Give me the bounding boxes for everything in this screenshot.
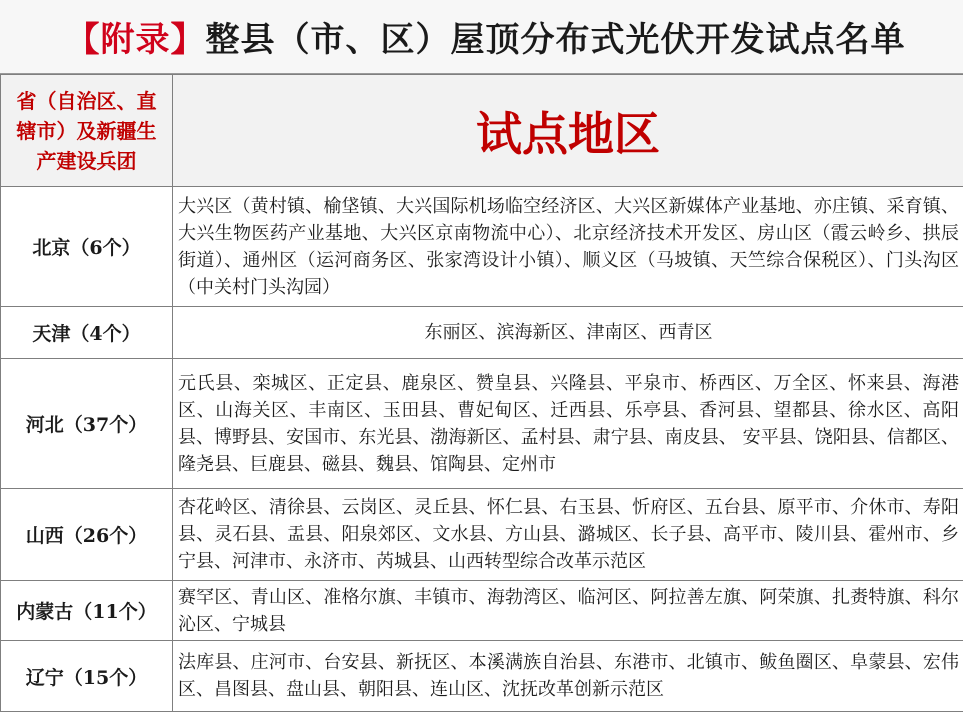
province-cell[interactable]: 辽宁（15个）	[1, 641, 173, 712]
header-area-cell[interactable]: 试点地区	[173, 75, 963, 187]
table-row	[1, 359, 963, 489]
table-row	[1, 581, 963, 641]
page-title	[66, 12, 906, 61]
table-header-row	[1, 75, 963, 187]
table-row	[1, 489, 963, 581]
pilot-list-table	[0, 74, 963, 712]
title-row[interactable]	[0, 0, 963, 74]
table-row	[1, 187, 963, 307]
province-cell[interactable]: 河北（37个）	[1, 359, 173, 489]
area-cell[interactable]: 法库县、庄河市、台安县、新抚区、本溪满族自治县、东港市、北镇市、鲅鱼圈区、阜蒙县、宏伟区、昌图县、盘山县、朝阳县、连山区、沈抚改革创新示范区	[173, 641, 963, 712]
area-cell[interactable]: 赛罕区、青山区、准格尔旗、丰镇市、海勃湾区、临河区、阿拉善左旗、阿荣旗、扎赉特旗、科尔沁区、宁城县	[173, 581, 963, 641]
area-cell[interactable]: 东丽区、滨海新区、津南区、西青区	[173, 307, 963, 359]
table-row	[1, 307, 963, 359]
table-row	[1, 641, 963, 712]
province-cell[interactable]: 北京（6个）	[1, 187, 173, 307]
title-main: 整县（市、区）屋顶分布式光伏开发试点名单	[206, 20, 906, 60]
province-cell[interactable]: 内蒙古（11个）	[1, 581, 173, 641]
area-cell[interactable]: 元氏县、栾城区、正定县、鹿泉区、赞皇县、兴隆县、平泉市、桥西区、万全区、怀来县、海港区、山海关区、丰南区、玉田县、曹妃甸区、迁西县、乐亭县、香河县、望都县、徐水区、高阳县、博野县、安国市、东光县、渤海新区、孟村县、肃宁县、南皮县、 安平县、饶阳县、信都区、隆尧县、巨鹿县、磁县、魏县、馆陶县、定州市	[173, 359, 963, 489]
area-cell[interactable]: 杏花岭区、清徐县、云岗区、灵丘县、怀仁县、右玉县、忻府区、五台县、原平市、介休市、寿阳县、灵石县、盂县、阳泉郊区、文水县、方山县、潞城区、长子县、高平市、陵川县、霍州市、乡宁县、河津市、永济市、芮城县、山西转型综合改革示范区	[173, 489, 963, 581]
province-cell[interactable]: 山西（26个）	[1, 489, 173, 581]
header-province-cell[interactable]: 省（自治区、直辖市）及新疆生产建设兵团	[1, 75, 173, 187]
appendix-tag: 【附录】	[66, 20, 206, 60]
province-cell[interactable]: 天津（4个）	[1, 307, 173, 359]
area-cell[interactable]: 大兴区（黄村镇、榆垡镇、大兴国际机场临空经济区、大兴区新媒体产业基地、亦庄镇、采育镇、大兴生物医药产业基地、大兴区京南物流中心）、北京经济技术开发区、房山区（霞云岭乡、拱辰街道）、通州区（运河商务区、张家湾设计小镇）、顺义区（马坡镇、天竺综合保税区）、门头沟区（中关村门头沟园）	[173, 187, 963, 307]
